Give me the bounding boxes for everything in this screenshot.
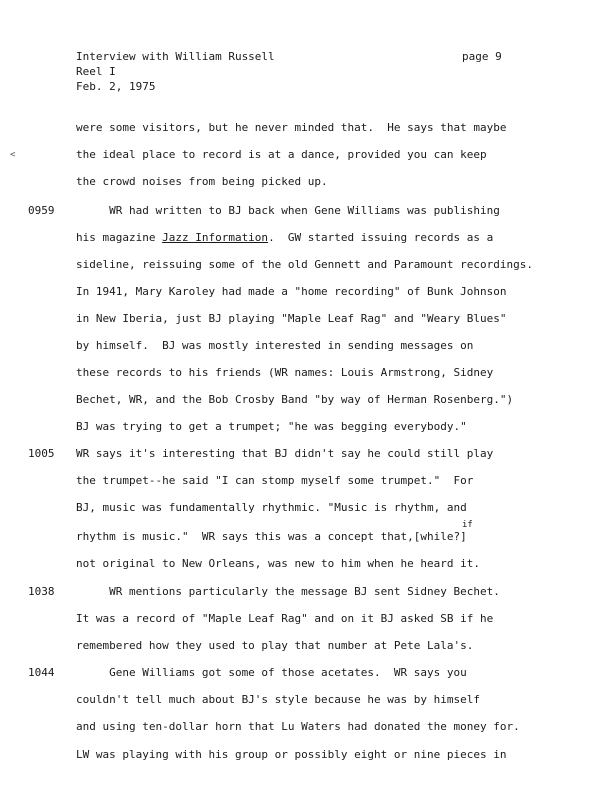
timestamp-1038: 1038 [28,585,55,598]
text-segment: his magazine [76,231,163,244]
text-line: these records to his friends (WR names: Louis Armstrong, Sidney [76,366,494,379]
text-line: WR mentions particularly the message BJ sent Sidney Bechet. [76,585,500,598]
text-line: Gene Williams got some of those acetates. WR says you [76,666,467,679]
text-line: were some visitors, but he never minded that. He says that maybe [76,121,507,134]
text-line: rhythm is music." WR says this was a concept that,[while?] [76,530,467,543]
timestamp-0959: 0959 [28,204,55,217]
page-number: page 9 [462,50,502,63]
text-line: WR had written to BJ back when Gene Williams was publishing [76,204,500,217]
header-title: Interview with William Russell [76,50,275,63]
timestamp-1005: 1005 [28,447,55,460]
text-line: In 1941, Mary Karoley had made a "home recording" of Bunk Johnson [76,285,507,298]
text-line: remembered how they used to play that number at Pete Lala's. [76,639,474,652]
text-line: BJ, music was fundamentally rhythmic. "Music is rhythm, and [76,501,467,514]
text-line [76,231,493,244]
handwritten-insertion: if [462,520,473,530]
text-line: not original to New Orleans, was new to him when he heard it. [76,557,480,570]
text-line: and using ten-dollar horn that Lu Waters had donated the money for. [76,720,520,733]
text-line: the trumpet--he said "I can stomp myself some trumpet." For [76,474,474,487]
text-line: Bechet, WR, and the Bob Crosby Band "by way of Herman Rosenberg.") [76,393,514,406]
text-line: couldn't tell much about BJ's style because he was by himself [76,693,480,706]
timestamp-1044: 1044 [28,666,55,679]
text-line: LW was playing with his group or possibly eight or nine pieces in [76,748,507,761]
header-date: Feb. 2, 1975 [76,80,156,93]
margin-mark: < [10,150,16,160]
text-line: sideline, reissuing some of the old Gennett and Paramount recordings. [76,258,533,271]
text-line: by himself. BJ was mostly interested in sending messages on [76,339,474,352]
text-line: in New Iberia, just BJ playing "Maple Leaf Rag" and "Weary Blues" [76,312,507,325]
text-line: It was a record of "Maple Leaf Rag" and on it BJ asked SB if he [76,612,494,625]
text-line: BJ was trying to get a trumpet; "he was begging everybody." [76,420,467,433]
text-segment: . GW started issuing records as a [268,231,494,244]
text-line: the ideal place to record is at a dance, provided you can keep [76,148,487,161]
text-line: WR says it's interesting that BJ didn't say he could still play [76,447,494,460]
header-reel: Reel I [76,65,116,78]
magazine-title: Jazz Information [162,231,269,244]
text-line: the crowd noises from being picked up. [76,175,328,188]
